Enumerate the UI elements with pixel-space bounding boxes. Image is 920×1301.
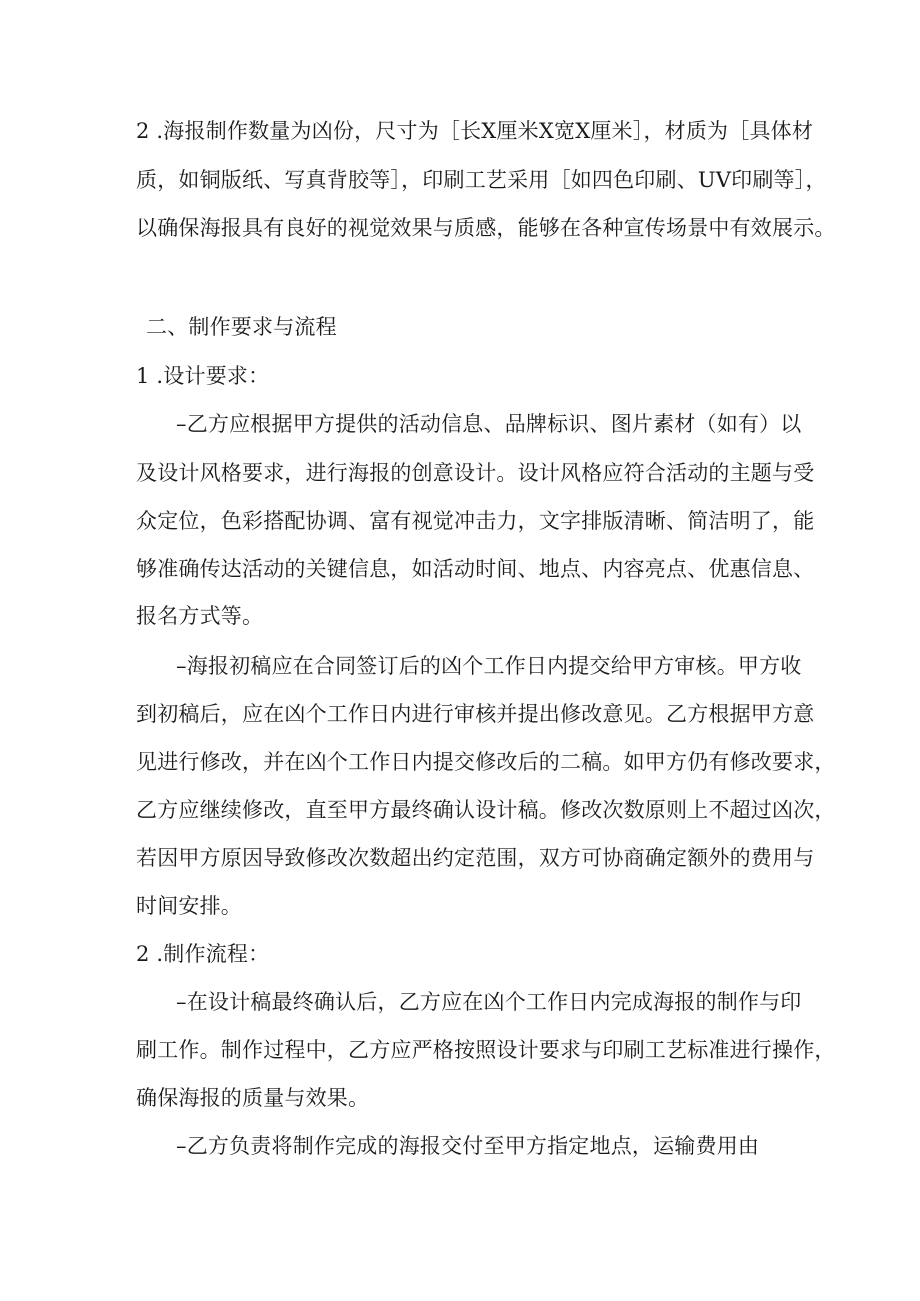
process-heading: 2 .制作流程：: [136, 942, 270, 966]
para-quantity-line-3: 以确保海报具有良好的视觉效果与质感，能够在各种宣传场景中有效展示。: [136, 216, 836, 240]
design-req-para1-line-4: 够准确传达活动的关键信息，如活动时间、地点、内容亮点、优惠信息、: [136, 557, 815, 581]
design-req-para2-line-2: 到初稿后，应在凶个工作日内进行审核并提出修改意见。乙方根据甲方意: [136, 702, 815, 726]
process-para1-line-3: 确保海报的质量与效果。: [136, 1086, 370, 1110]
design-req-para2-line-3: 见进行修改，并在凶个工作日内提交修改后的二稿。如甲方仍有修改要求，: [136, 750, 836, 774]
design-req-para1-line-5: 报名方式等。: [136, 604, 264, 628]
process-para1-line-2: 刷工作。制作过程中，乙方应严格按照设计要求与印刷工艺标准进行操作，: [136, 1038, 836, 1062]
design-req-para1-line-2: 及设计风格要求，进行海报的创意设计。设计风格应符合活动的主题与受: [136, 461, 815, 485]
process-para2-line-1: –乙方负责将制作完成的海报交付至甲方指定地点，运输费用由: [176, 1134, 760, 1158]
section-title: 二、制作要求与流程: [146, 315, 337, 339]
para-quantity-line-1: 2 .海报制作数量为凶份，尺寸为［长X厘米X宽X厘米］，材质为［具体材: [136, 119, 814, 143]
para-quantity-line-2: 质，如铜版纸、写真背胶等］，印刷工艺采用［如四色印刷、UV印刷等］，: [136, 168, 827, 192]
design-requirements-heading: 1 .设计要求：: [136, 364, 270, 388]
process-para1-line-1: –在设计稿最终确认后，乙方应在凶个工作日内完成海报的制作与印: [176, 990, 802, 1014]
design-req-para1-line-1: –乙方应根据甲方提供的活动信息、品牌标识、图片素材（如有）以: [176, 412, 802, 436]
design-req-para2-line-1: –海报初稿应在合同签订后的凶个工作日内提交给甲方审核。甲方收: [176, 654, 802, 678]
design-req-para2-line-4: 乙方应继续修改，直至甲方最终确认设计稿。修改次数原则上不超过凶次，: [136, 798, 836, 822]
design-req-para2-line-6: 时间安排。: [136, 894, 242, 918]
design-req-para2-line-5: 若因甲方原因导致修改次数超出约定范围，双方可协商确定额外的费用与: [136, 846, 815, 870]
design-req-para1-line-3: 众定位，色彩搭配协调、富有视觉冲击力，文字排版清晰、简洁明了，能: [136, 509, 815, 533]
